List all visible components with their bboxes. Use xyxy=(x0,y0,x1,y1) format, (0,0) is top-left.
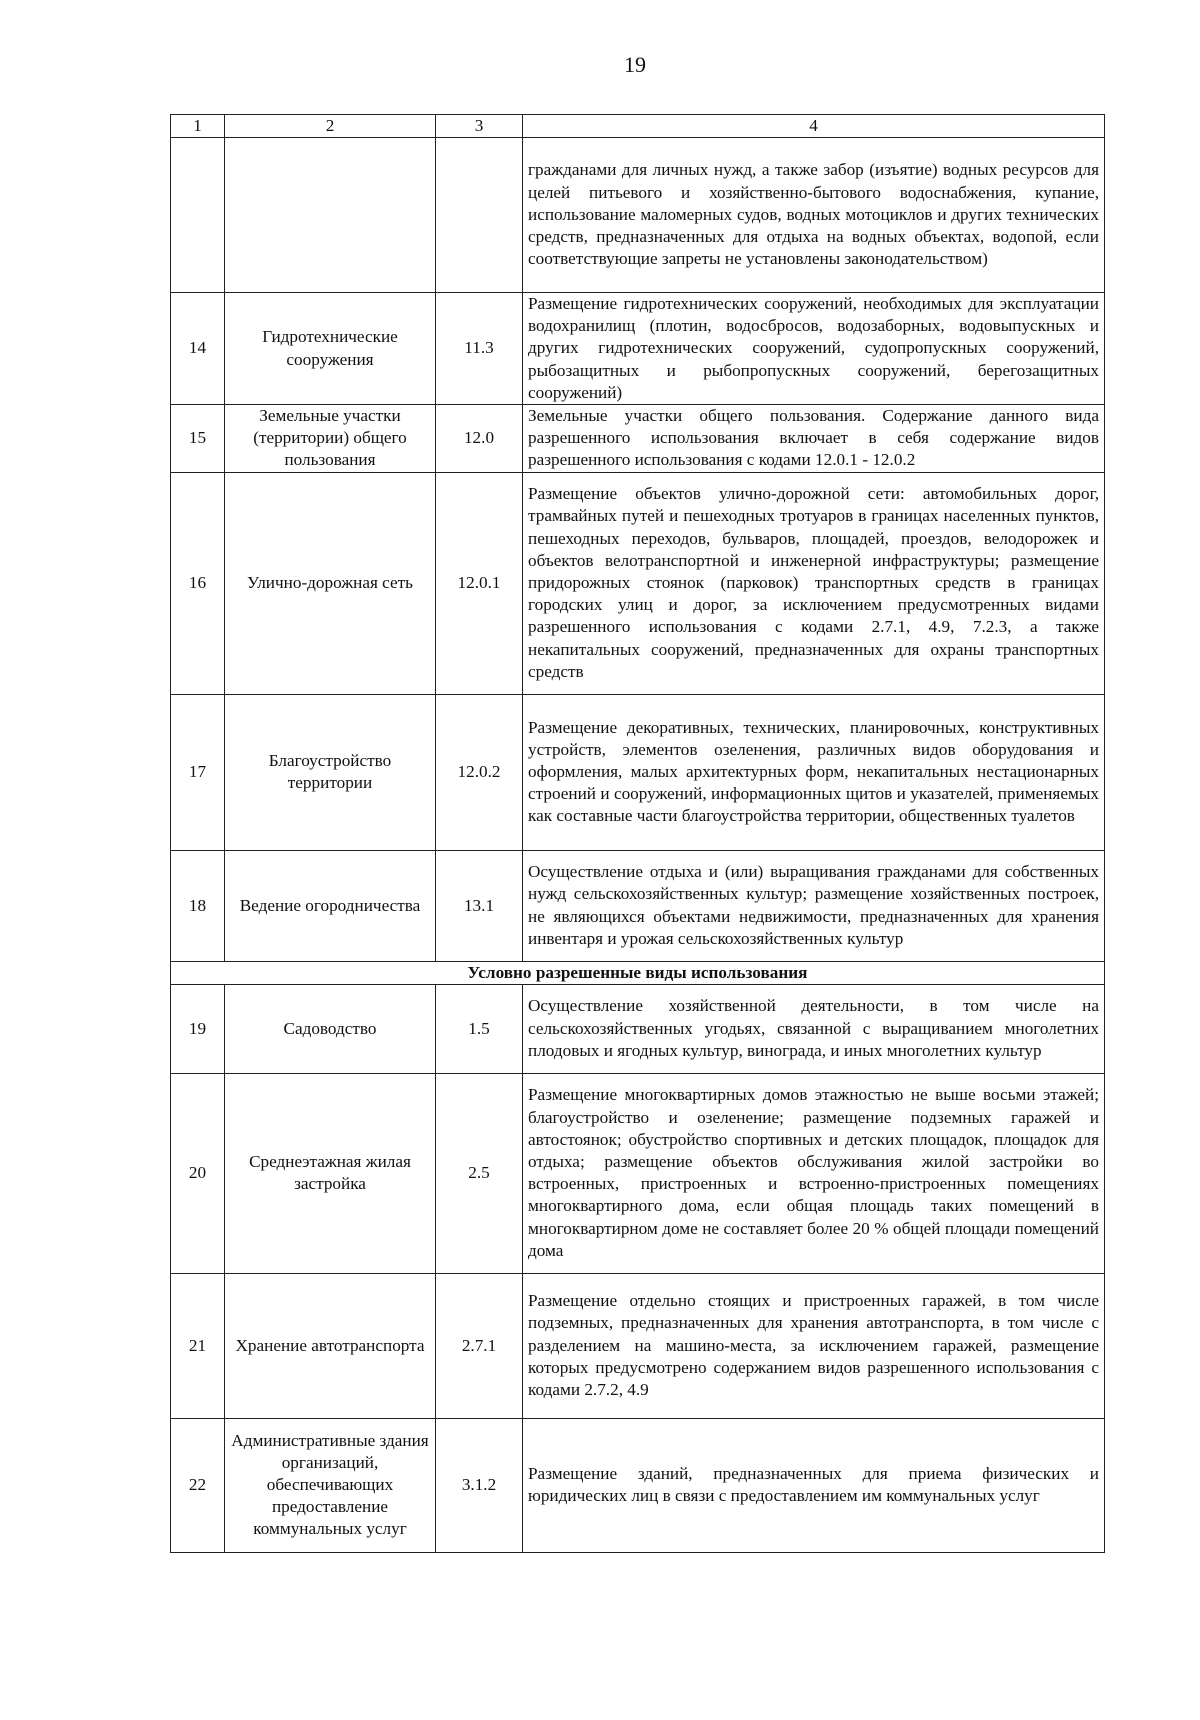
row-number: 22 xyxy=(171,1418,225,1552)
row-name: Среднеэтажная жилая застройка xyxy=(225,1073,436,1273)
row-description: Размещение объектов улично-дорожной сети: автомобильных дорог, трамвайных путей и пешеходных тротуаров в границах населенных пунктов, пешеходных переходов, бульваров, площадей, проездов, велодорожек и объектов велотранспортной и инженерной инфраструктуры; размещение придорожных стоянок (парковок) транспортных средств в границах городских улиц и дорог, за исключением предусмотренных видами разрешенного использования с кодами 2.7.1, 4.9, 7.2.3, а также некапитальных сооружений, предназначенных для охраны транспортных средств xyxy=(523,472,1105,694)
header-cell-1: 1 xyxy=(171,115,225,138)
row-description: Размещение многоквартирных домов этажностью не выше восьми этажей; благоустройство и озеленение; размещение подземных гаражей и автостоянок; обустройство спортивных и детских площадок, площадок для отдыха; размещение объектов обслуживания жилой застройки во встроенных, пристроенных и встроенно-пристроенных помещениях многоквартирного дома, если общая площадь таких помещений в многоквартирном доме не составляет более 20 % общей площади помещений дома xyxy=(523,1073,1105,1273)
row-code: 2.5 xyxy=(436,1073,523,1273)
table-row xyxy=(171,694,1105,850)
header-cell-4: 4 xyxy=(523,115,1105,138)
row-name: Земельные участки (территории) общего пользования xyxy=(225,405,436,473)
row-code: 1.5 xyxy=(436,984,523,1073)
row-description: Размещение отдельно стоящих и пристроенных гаражей, в том числе подземных, предназначенных для хранения автотранспорта, в том числе с разделением на машино-места, за исключением гаражей, размещение которых предусмотрено содержанием видов разрешенного использования с кодами 2.7.2, 4.9 xyxy=(523,1273,1105,1418)
land-use-table xyxy=(170,114,1105,1553)
row-number xyxy=(171,138,225,293)
row-code: 13.1 xyxy=(436,850,523,961)
row-description: Размещение зданий, предназначенных для приема физических и юридических лиц в связи с предоставлением им коммунальных услуг xyxy=(523,1418,1105,1552)
row-name: Гидротехнические сооружения xyxy=(225,293,436,405)
table-row xyxy=(171,1073,1105,1273)
row-number: 17 xyxy=(171,694,225,850)
row-description: гражданами для личных нужд, а также забор (изъятие) водных ресурсов для целей питьевого и хозяйственно-бытового водоснабжения, купание, использование маломерных судов, водных мотоциклов и других технических средств, предназначенных для отдыха на водных объектах, водопой, если соответствующие запреты не установлены законодательством) xyxy=(523,138,1105,293)
row-number: 21 xyxy=(171,1273,225,1418)
row-number: 19 xyxy=(171,984,225,1073)
table-row xyxy=(171,138,1105,293)
header-cell-3: 3 xyxy=(436,115,523,138)
row-number: 20 xyxy=(171,1073,225,1273)
row-name: Садоводство xyxy=(225,984,436,1073)
row-description: Размещение гидротехнических сооружений, необходимых для эксплуатации водохранилищ (плотин, водосбросов, водозаборных, водовыпускных и других гидротехнических сооружений, судопропускных сооружений, рыбозащитных и рыбопропускных сооружений, берегозащитных сооружений) xyxy=(523,293,1105,405)
row-description: Осуществление отдыха и (или) выращивания гражданами для собственных нужд сельскохозяйственных культур; размещение хозяйственных построек, не являющихся объектами недвижимости, предназначенных для хранения инвентаря и урожая сельскохозяйственных культур xyxy=(523,850,1105,961)
row-name: Ведение огородничества xyxy=(225,850,436,961)
row-description: Земельные участки общего пользования. Содержание данного вида разрешенного использования включает в себя содержание видов разрешенного использования с кодами 12.0.1 - 12.0.2 xyxy=(523,405,1105,473)
row-number: 16 xyxy=(171,472,225,694)
section-header-row xyxy=(171,961,1105,984)
table-row xyxy=(171,1418,1105,1552)
row-name: Благоустройство территории xyxy=(225,694,436,850)
row-code: 11.3 xyxy=(436,293,523,405)
header-cell-2: 2 xyxy=(225,115,436,138)
table-row xyxy=(171,293,1105,405)
row-number: 15 xyxy=(171,405,225,473)
table-row xyxy=(171,850,1105,961)
row-code xyxy=(436,138,523,293)
table-row xyxy=(171,1273,1105,1418)
row-name: Хранение автотранспорта xyxy=(225,1273,436,1418)
row-code: 12.0.2 xyxy=(436,694,523,850)
row-number: 14 xyxy=(171,293,225,405)
row-code: 2.7.1 xyxy=(436,1273,523,1418)
table-row xyxy=(171,984,1105,1073)
row-name: Административные здания организаций, обеспечивающих предоставление коммунальных услуг xyxy=(225,1418,436,1552)
table-row xyxy=(171,472,1105,694)
row-number: 18 xyxy=(171,850,225,961)
row-description: Осуществление хозяйственной деятельности, в том числе на сельскохозяйственных угодьях, связанной с выращиванием многолетних плодовых и ягодных культур, винограда, и иных многолетних культур xyxy=(523,984,1105,1073)
row-name xyxy=(225,138,436,293)
row-name: Улично-дорожная сеть xyxy=(225,472,436,694)
table-header-row xyxy=(171,115,1105,138)
row-code: 12.0 xyxy=(436,405,523,473)
row-description: Размещение декоративных, технических, планировочных, конструктивных устройств, элементов озеленения, различных видов оборудования и оформления, малых архитектурных форм, некапитальных нестационарных строений и сооружений, информационных щитов и указателей, применяемых как составные части благоустройства территории, общественных туалетов xyxy=(523,694,1105,850)
row-code: 12.0.1 xyxy=(436,472,523,694)
row-code: 3.1.2 xyxy=(436,1418,523,1552)
table-row xyxy=(171,405,1105,473)
page-number: 19 xyxy=(624,52,646,77)
section-title: Условно разрешенные виды использования xyxy=(171,961,1105,984)
